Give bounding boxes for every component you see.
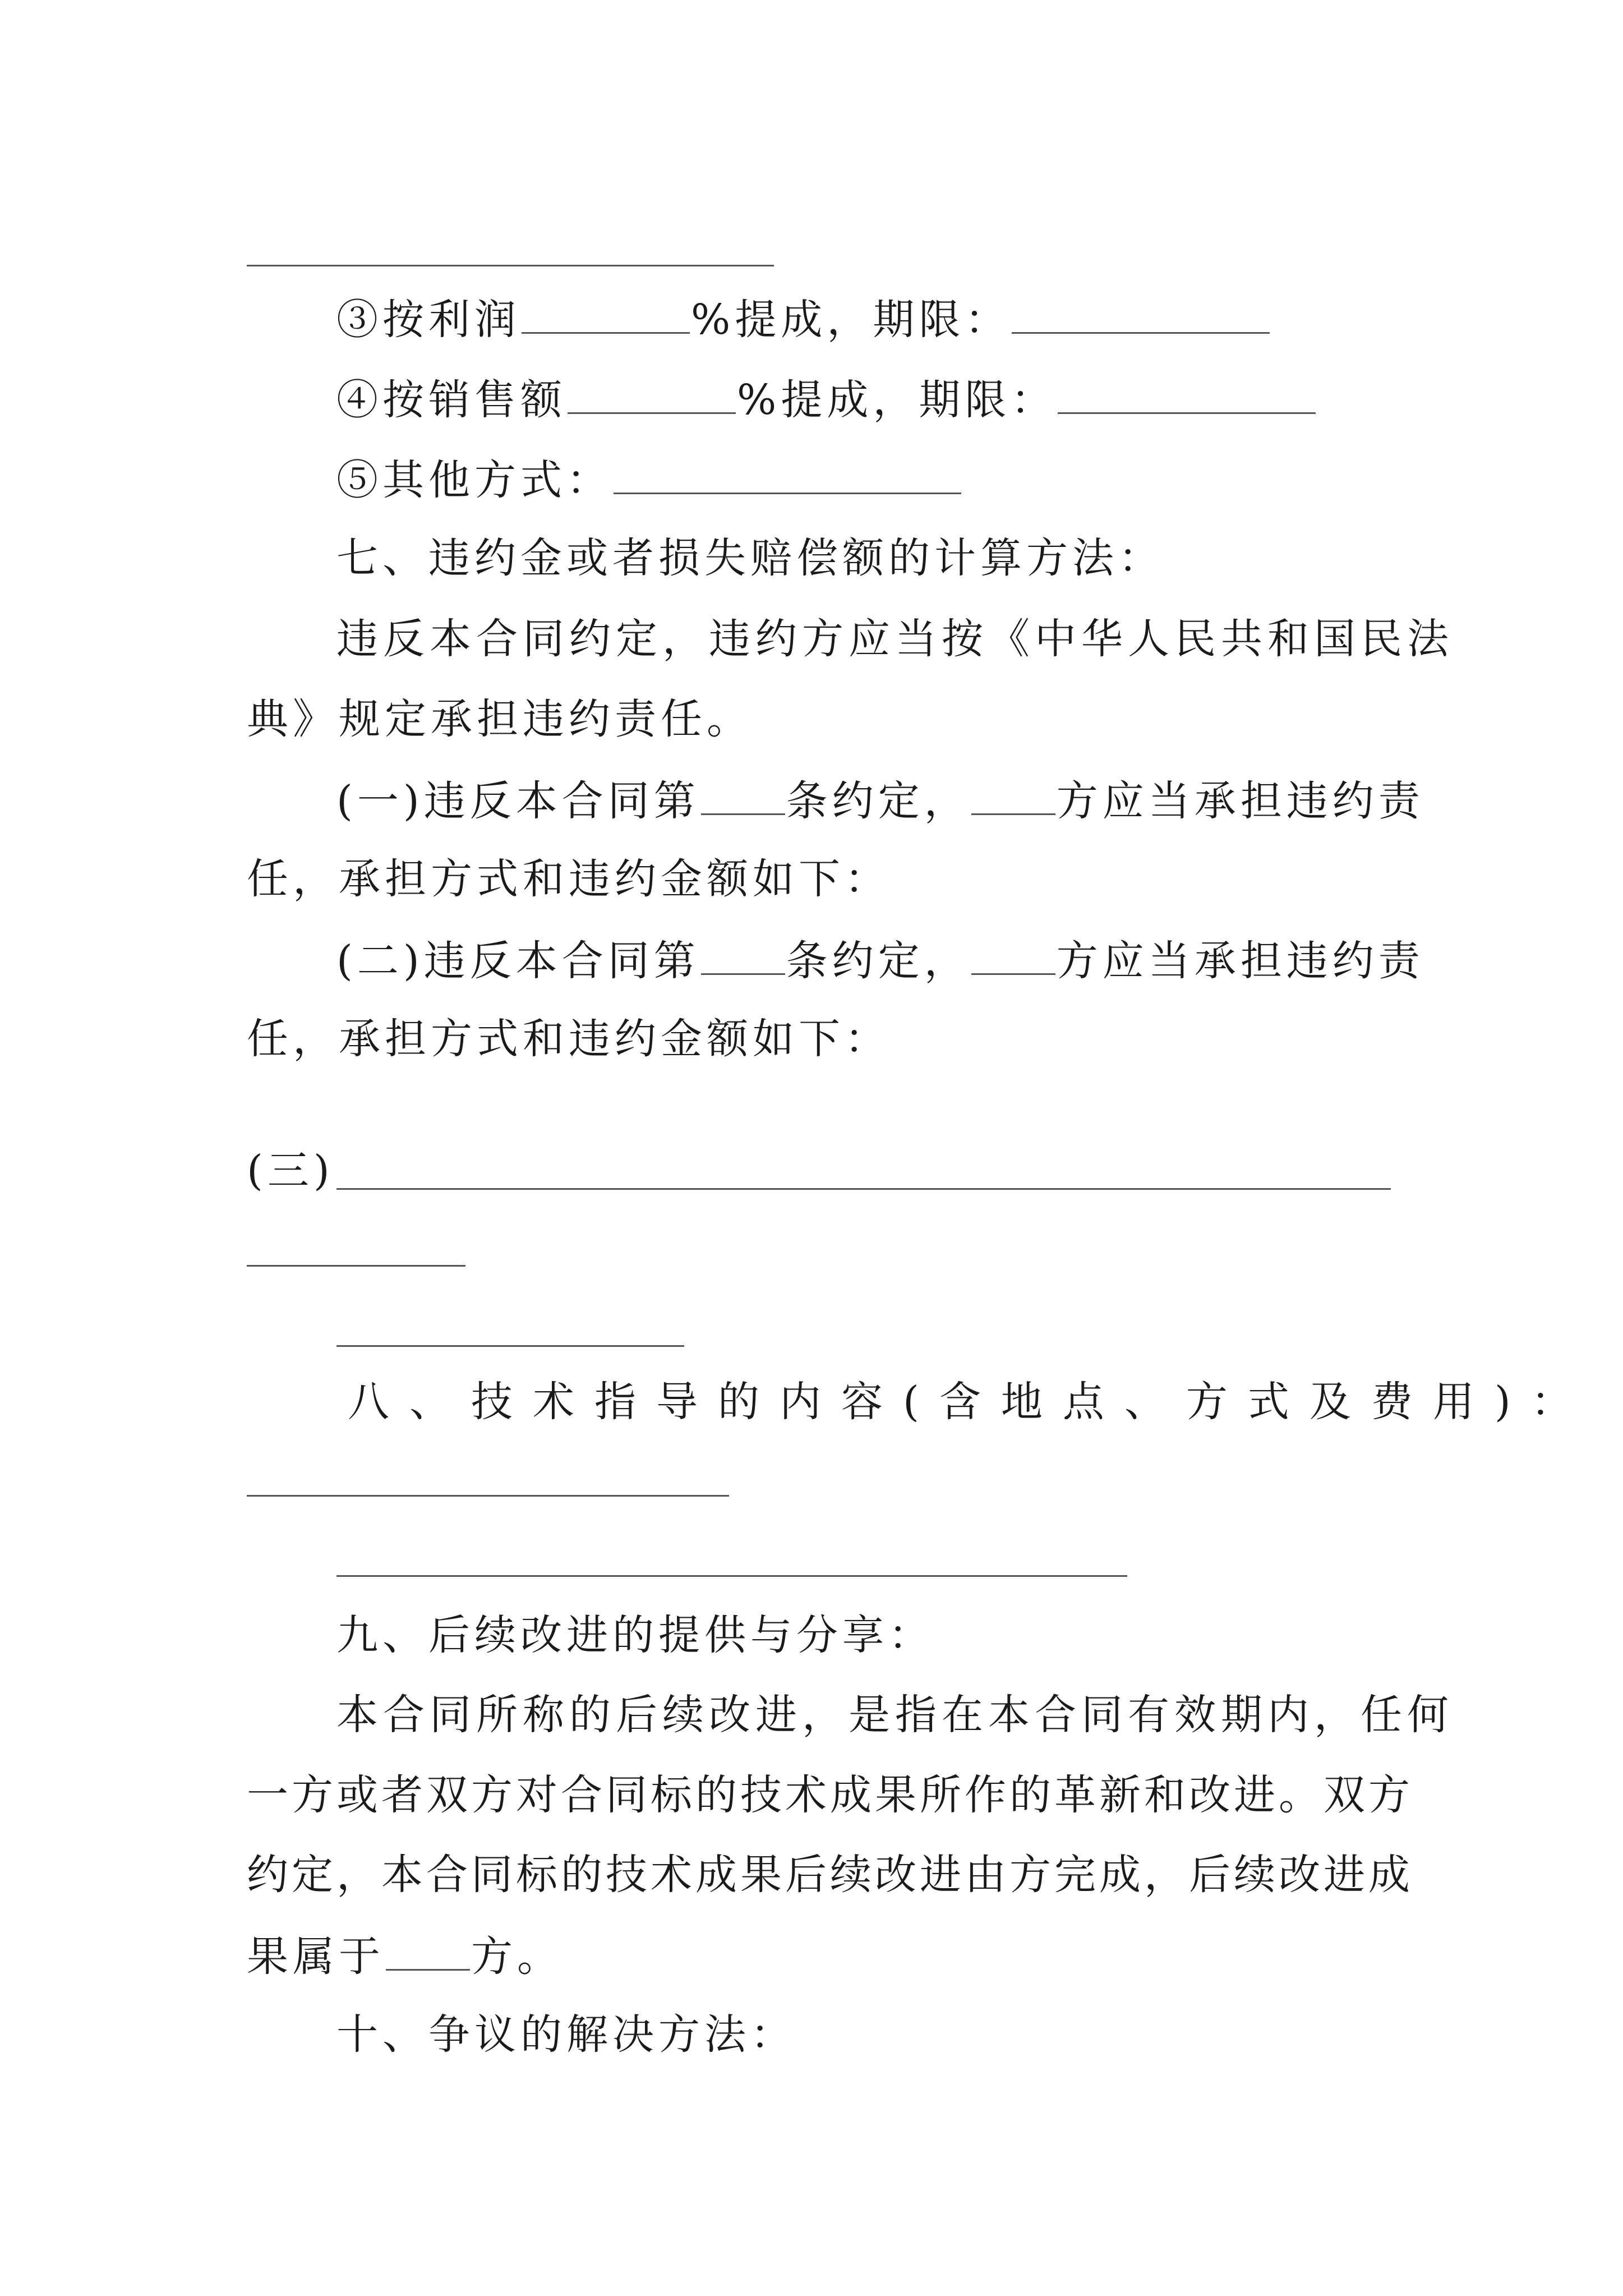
other-method-blank[interactable]: [614, 458, 961, 494]
item-4-mid: %提成，期限：: [737, 376, 1057, 424]
clause-2-line-2: 任，承担方式和违约金额如下：: [247, 1015, 891, 1063]
item-3-row: [336, 296, 1271, 344]
clause-1-part-a: (一)违反本合同第: [336, 777, 700, 825]
fill-in-line[interactable]: [336, 1575, 1127, 1577]
fill-in-line[interactable]: [247, 1495, 729, 1497]
fill-in-line[interactable]: [247, 1265, 465, 1267]
section-7-paragraph-line-1: 违反本合同约定，违约方应当按《中华人民共和国民法: [336, 615, 1454, 663]
section-8-heading: 八、技术指导的内容(含地点、方式及费用)：: [348, 1378, 1593, 1426]
party-blank[interactable]: [971, 938, 1055, 975]
section-9-heading: 九、后续改进的提供与分享：: [336, 1611, 934, 1659]
clause-2-part-b: 条约定，: [786, 937, 970, 985]
item-4-row: [336, 376, 1317, 424]
item-5-row: [336, 456, 962, 504]
party-blank[interactable]: [971, 779, 1055, 815]
section-9-line-4-a: 果属于: [247, 1932, 385, 1981]
clause-2-line-1: [336, 937, 1424, 985]
clause-1-part-c: 方应当承担违约责: [1056, 777, 1424, 825]
fill-in-line: [247, 265, 774, 266]
section-7-heading: 七、违约金或者损失赔偿额的计算方法：: [336, 534, 1164, 582]
term-blank[interactable]: [1058, 378, 1316, 414]
fill-in-line[interactable]: [336, 1345, 684, 1347]
clause-3-label: (三): [247, 1147, 334, 1195]
item-3-prefix: ③按利润: [336, 296, 520, 344]
clause-2-part-a: (二)违反本合同第: [336, 937, 700, 985]
clause-1-line-1: [336, 777, 1424, 825]
percent-blank[interactable]: [568, 378, 736, 414]
percent-blank[interactable]: [522, 297, 690, 334]
clause-2-part-c: 方应当承担违约责: [1056, 937, 1424, 985]
clause-1-line-2: 任，承担方式和违约金额如下：: [247, 855, 891, 903]
section-9-paragraph-line-2: 一方或者双方对合同标的技术成果所作的革新和改进。双方: [247, 1771, 1413, 1819]
section-9-paragraph-line-4: [247, 1932, 563, 1981]
item-3-mid: %提成，期限：: [691, 296, 1011, 344]
article-number-blank[interactable]: [701, 938, 785, 975]
section-9-paragraph-line-1: 本合同所称的后续改进，是指在本合同有效期内，任何: [336, 1691, 1454, 1739]
item-4-prefix: ④按销售额: [336, 376, 566, 424]
article-number-blank[interactable]: [701, 779, 785, 815]
clause-1-part-b: 条约定，: [786, 777, 970, 825]
section-9-paragraph-line-3: 约定，本合同标的技术成果后续改进由方完成，后续改进成: [247, 1851, 1413, 1899]
party-blank[interactable]: [386, 1934, 470, 1971]
fill-in-line[interactable]: [336, 1188, 1391, 1190]
item-5-prefix: ⑤其他方式：: [336, 456, 612, 504]
section-7-paragraph-line-2: 典》规定承担违约责任。: [247, 695, 753, 743]
section-10-heading: 十、争议的解决方法：: [336, 2010, 796, 2059]
term-blank[interactable]: [1012, 297, 1270, 334]
section-9-line-4-b: 方。: [471, 1932, 563, 1981]
